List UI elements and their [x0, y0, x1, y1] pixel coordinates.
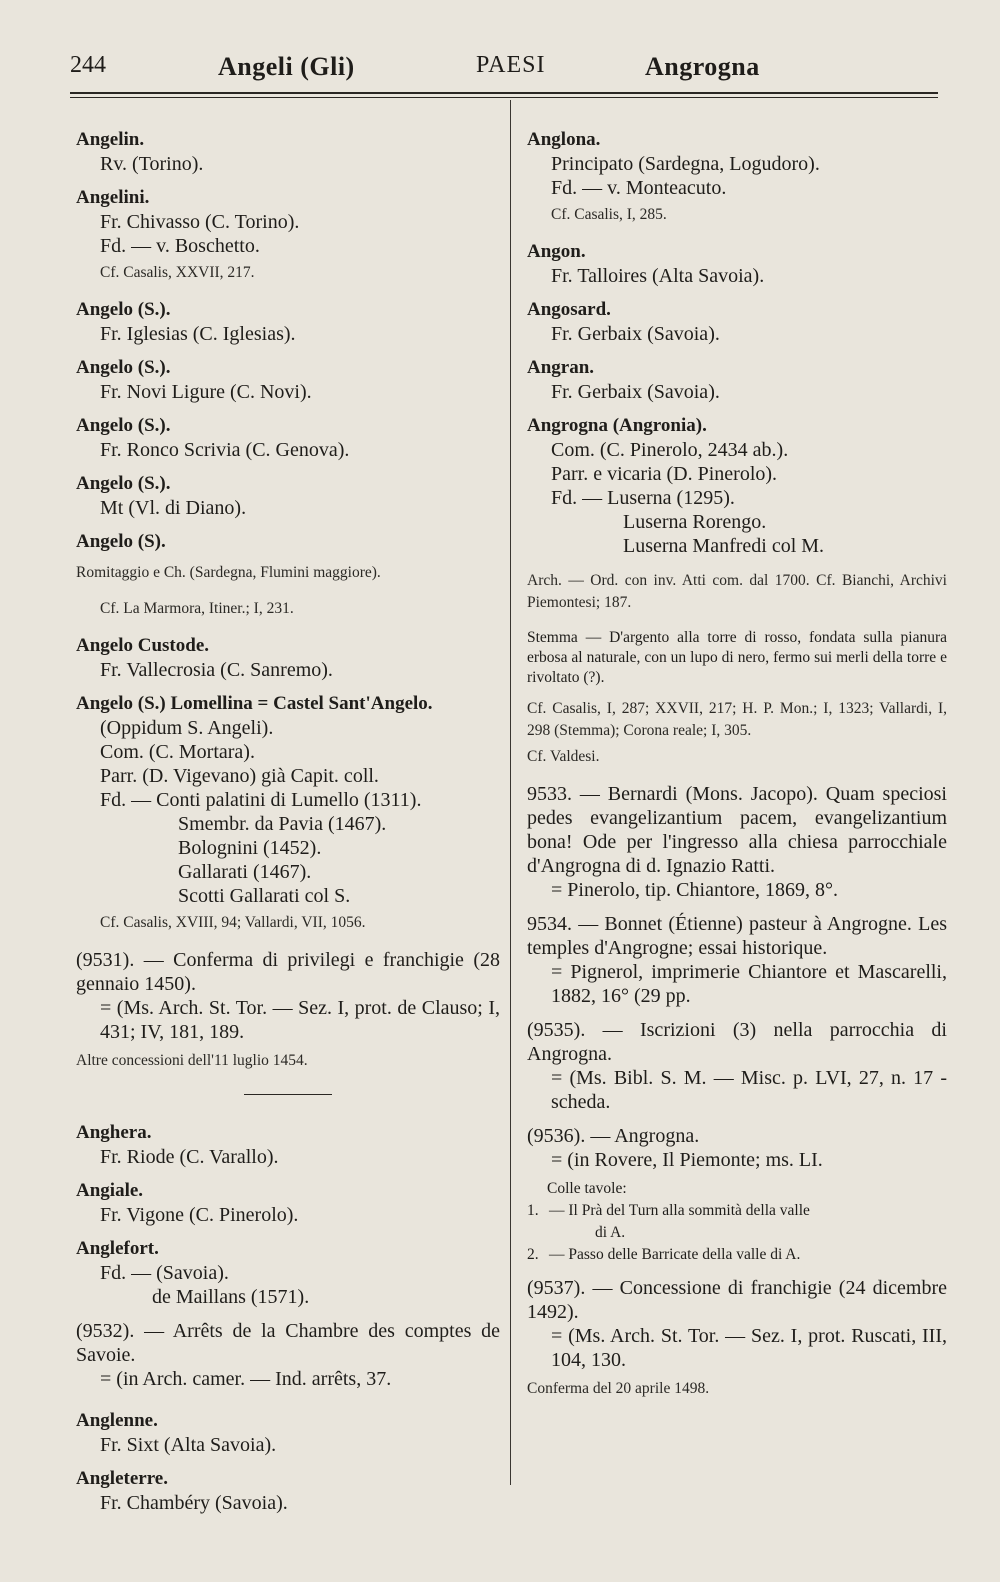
catalog-entry-9535: [527, 1018, 947, 1114]
entry-line: Fr. Riode (C. Varallo).: [100, 1146, 279, 1168]
entry-heading: Angosard.: [527, 299, 611, 320]
header-rule-thin: [70, 97, 938, 98]
catalog-entry-9533: [527, 782, 947, 902]
catalog-note: Altre concessioni dell'11 luglio 1454.: [76, 1052, 308, 1069]
entry-anglefort: [76, 1237, 500, 1309]
entry-angelo-diano: [76, 472, 500, 520]
entry-line: Fr. Chivasso (C. Torino).: [100, 211, 300, 233]
entry-line: Gallarati (1467).: [178, 861, 312, 883]
entry-angosard: [527, 298, 947, 346]
entry-anghera: [76, 1121, 500, 1169]
entry-heading: Angelo (S.).: [76, 415, 171, 436]
entry-line: Bolognini (1452).: [178, 837, 322, 859]
entry-heading: Angon.: [527, 241, 586, 262]
catalog-entry-9537: [527, 1276, 947, 1400]
entry-heading: Angelo (S.) Lomellina = Castel Sant'Angelo.: [76, 693, 433, 714]
entry-citation-see-also: Cf. Valdesi.: [527, 748, 600, 765]
coat-of-arms-description: Stemma — D'argento alla torre di rosso, fondata sulla pianura erbosa al naturale, con un lupo di nero, fermo sui merli della torre e rivoltato (?).: [527, 629, 947, 686]
entry-angelo-ronco: [76, 414, 500, 462]
entry-citation: Cf. Casalis, XXVII, 217.: [100, 264, 255, 281]
entry-heading: Anglefort.: [76, 1238, 159, 1259]
entry-angelin: [76, 128, 500, 176]
entry-heading: Angelo Custode.: [76, 635, 210, 656]
entry-line: Com. (C. Mortara).: [100, 741, 255, 763]
entry-heading: Angiale.: [76, 1180, 144, 1201]
entry-line: (Oppidum S. Angeli).: [100, 717, 274, 739]
entry-angelo-flumini: [76, 530, 500, 620]
section-divider: [244, 1094, 332, 1095]
entry-line: Fr. Gerbaix (Savoia).: [551, 381, 720, 403]
entry-heading: Angelo (S.).: [76, 473, 171, 494]
entry-heading: Angelini.: [76, 187, 150, 208]
entry-line: Mt (Vl. di Diano).: [100, 497, 247, 519]
entry-line: Fd. — (Savoia).: [100, 1262, 229, 1284]
entry-angelini: [76, 186, 500, 284]
entry-heading: Angelo (S).: [76, 531, 166, 552]
entry-line: Fr. Iglesias (C. Iglesias).: [100, 323, 296, 345]
plate-text: — Il Prà del Turn alla sommità della valle: [549, 1202, 810, 1219]
left-column: [76, 128, 500, 1525]
catalog-location: = (in Rovere, Il Piemonte; ms. LI.: [551, 1149, 823, 1171]
entry-angiale: [76, 1179, 500, 1227]
entry-heading: Angrogna (Angronia).: [527, 415, 707, 436]
entry-line: Fd. — v. Monteacuto.: [551, 177, 727, 199]
page-header: [70, 52, 930, 92]
entry-line: Fr. Talloires (Alta Savoia).: [551, 265, 765, 287]
entry-line: Parr. (D. Vigevano) già Capit. coll.: [100, 765, 379, 787]
entry-line: Scotti Gallarati col S.: [178, 885, 351, 907]
entry-line: Fd. — Luserna (1295).: [551, 487, 735, 509]
header-right-title: Angrogna: [645, 52, 760, 81]
catalog-title: (9531). — Conferma di privilegi e franchigie (28 gennaio 1450).: [76, 949, 500, 995]
catalog-location: = (Ms. Arch. St. Tor. — Sez. I, prot. Ruscati, III, 104, 130.: [551, 1325, 947, 1371]
catalog-title: (9536). — Angrogna.: [527, 1125, 700, 1147]
header-left-title: Angeli (Gli): [218, 52, 355, 81]
entry-angrogna: [527, 414, 947, 768]
entry-angelo-novi: [76, 356, 500, 404]
entry-line: Principato (Sardegna, Logudoro).: [551, 153, 820, 175]
entry-heading: Angran.: [527, 357, 595, 378]
plate-item: [527, 1244, 947, 1266]
entry-angon: [527, 240, 947, 288]
entry-anglenne: [76, 1409, 500, 1457]
entry-heading: Anglenne.: [76, 1410, 158, 1431]
entry-line: Com. (C. Pinerolo, 2434 ab.).: [551, 439, 789, 461]
catalog-note: Conferma del 20 aprile 1498.: [527, 1380, 710, 1397]
entry-line: Fr. Vigone (C. Pinerolo).: [100, 1204, 299, 1226]
catalog-entry-9531: [76, 948, 500, 1072]
entry-heading: Angelo (S.).: [76, 357, 171, 378]
entry-angelo-lomellina: [76, 692, 500, 934]
catalog-location: = (in Arch. camer. — Ind. arrêts, 37.: [100, 1368, 392, 1390]
column-divider: [510, 100, 511, 1485]
entry-line: Fr. Sixt (Alta Savoia).: [100, 1434, 277, 1456]
entry-line: Fr. Novi Ligure (C. Novi).: [100, 381, 312, 403]
catalog-location: = (Ms. Arch. St. Tor. — Sez. I, prot. de Clauso; I, 431; IV, 181, 189.: [100, 997, 500, 1043]
entry-citation: Cf. Casalis, XVIII, 94; Vallardi, VII, 1056.: [100, 914, 366, 931]
entry-line: Fd. — Conti palatini di Lumello (1311).: [100, 789, 422, 811]
plates-list: [527, 1178, 947, 1266]
entry-line: de Maillans (1571).: [152, 1286, 310, 1308]
entry-heading: Anglona.: [527, 129, 601, 150]
plates-title: Colle tavole:: [547, 1180, 627, 1197]
plate-text: — Passo delle Barricate della valle di A.: [549, 1246, 801, 1263]
header-section: PAESI: [476, 52, 546, 78]
page-number: 244: [70, 52, 106, 78]
archive-note: Arch. — Ord. con inv. Atti com. dal 1700. Cf. Bianchi, Archivi Piemontesi; 187.: [527, 572, 947, 611]
catalog-location: = (Ms. Bibl. S. M. — Misc. p. LVI, 27, n. 17 - scheda.: [551, 1067, 947, 1113]
plate-number: 1.: [527, 1202, 539, 1219]
entry-angelo-iglesias: [76, 298, 500, 346]
entry-angleterre: [76, 1467, 500, 1515]
catalog-title: 9534. — Bonnet (Étienne) pasteur à Angrogne. Les temples d'Angrogne; essai historique.: [527, 913, 947, 959]
entry-line: Parr. e vicaria (D. Pinerolo).: [551, 463, 778, 485]
entry-citation: Cf. Casalis, I, 285.: [551, 206, 667, 223]
entry-angran: [527, 356, 947, 404]
entry-anglona: [527, 128, 947, 226]
entry-angelo-custode: [76, 634, 500, 682]
catalog-title: (9535). — Iscrizioni (3) nella parrocchia di Angrogna.: [527, 1019, 947, 1065]
entry-citation: Cf. Casalis, I, 287; XXVII, 217; H. P. Mon.; I, 1323; Vallardi, I, 298 (Stemma); Corona reale; I, 305.: [527, 700, 947, 739]
entry-heading: Angelo (S.).: [76, 299, 171, 320]
plate-number: 2.: [527, 1246, 539, 1263]
entry-line: Rv. (Torino).: [100, 153, 204, 175]
entry-heading: Angelin.: [76, 129, 145, 150]
entry-line: Smembr. da Pavia (1467).: [178, 813, 387, 835]
catalog-entry-9536: [527, 1124, 947, 1266]
plate-item: [527, 1200, 947, 1222]
right-column: [527, 128, 947, 1410]
plate-text-cont: di A.: [595, 1224, 626, 1241]
entry-line: Fr. Vallecrosia (C. Sanremo).: [100, 659, 333, 681]
entry-heading: Angleterre.: [76, 1468, 168, 1489]
entry-line: Fr. Ronco Scrivia (C. Genova).: [100, 439, 350, 461]
header-rule-thick: [70, 92, 938, 94]
entry-citation: Cf. La Marmora, Itiner.; I, 231.: [100, 600, 294, 617]
entry-line: Fr. Chambéry (Savoia).: [100, 1492, 288, 1514]
entry-heading: Anghera.: [76, 1122, 152, 1143]
entry-line: Luserna Manfredi col M.: [623, 535, 825, 557]
catalog-entry-9532: [76, 1319, 500, 1391]
catalog-entry-9534: [527, 912, 947, 1008]
catalog-title: (9537). — Concessione di franchigie (24 dicembre 1492).: [527, 1277, 947, 1323]
catalog-title: 9533. — Bernardi (Mons. Jacopo). Quam speciosi pedes evangelizantium pacem, evangelizantium bona! Ode per l'ingresso alla chiesa parrocchiale d'Angrogna di d. Ignazio Ratti.: [527, 783, 947, 877]
entry-line: Fd. — v. Boschetto.: [100, 235, 260, 257]
entry-line: Luserna Rorengo.: [623, 511, 767, 533]
catalog-location: = Pinerolo, tip. Chiantore, 1869, 8°.: [551, 879, 839, 901]
entry-line: Fr. Gerbaix (Savoia).: [551, 323, 720, 345]
entry-text: Romitaggio e Ch. (Sardegna, Flumini maggiore).: [76, 564, 381, 581]
catalog-title: (9532). — Arrêts de la Chambre des comptes de Savoie.: [76, 1320, 500, 1366]
catalog-location: = Pignerol, imprimerie Chiantore et Mascarelli, 1882, 16° (29 pp.: [551, 961, 947, 1007]
